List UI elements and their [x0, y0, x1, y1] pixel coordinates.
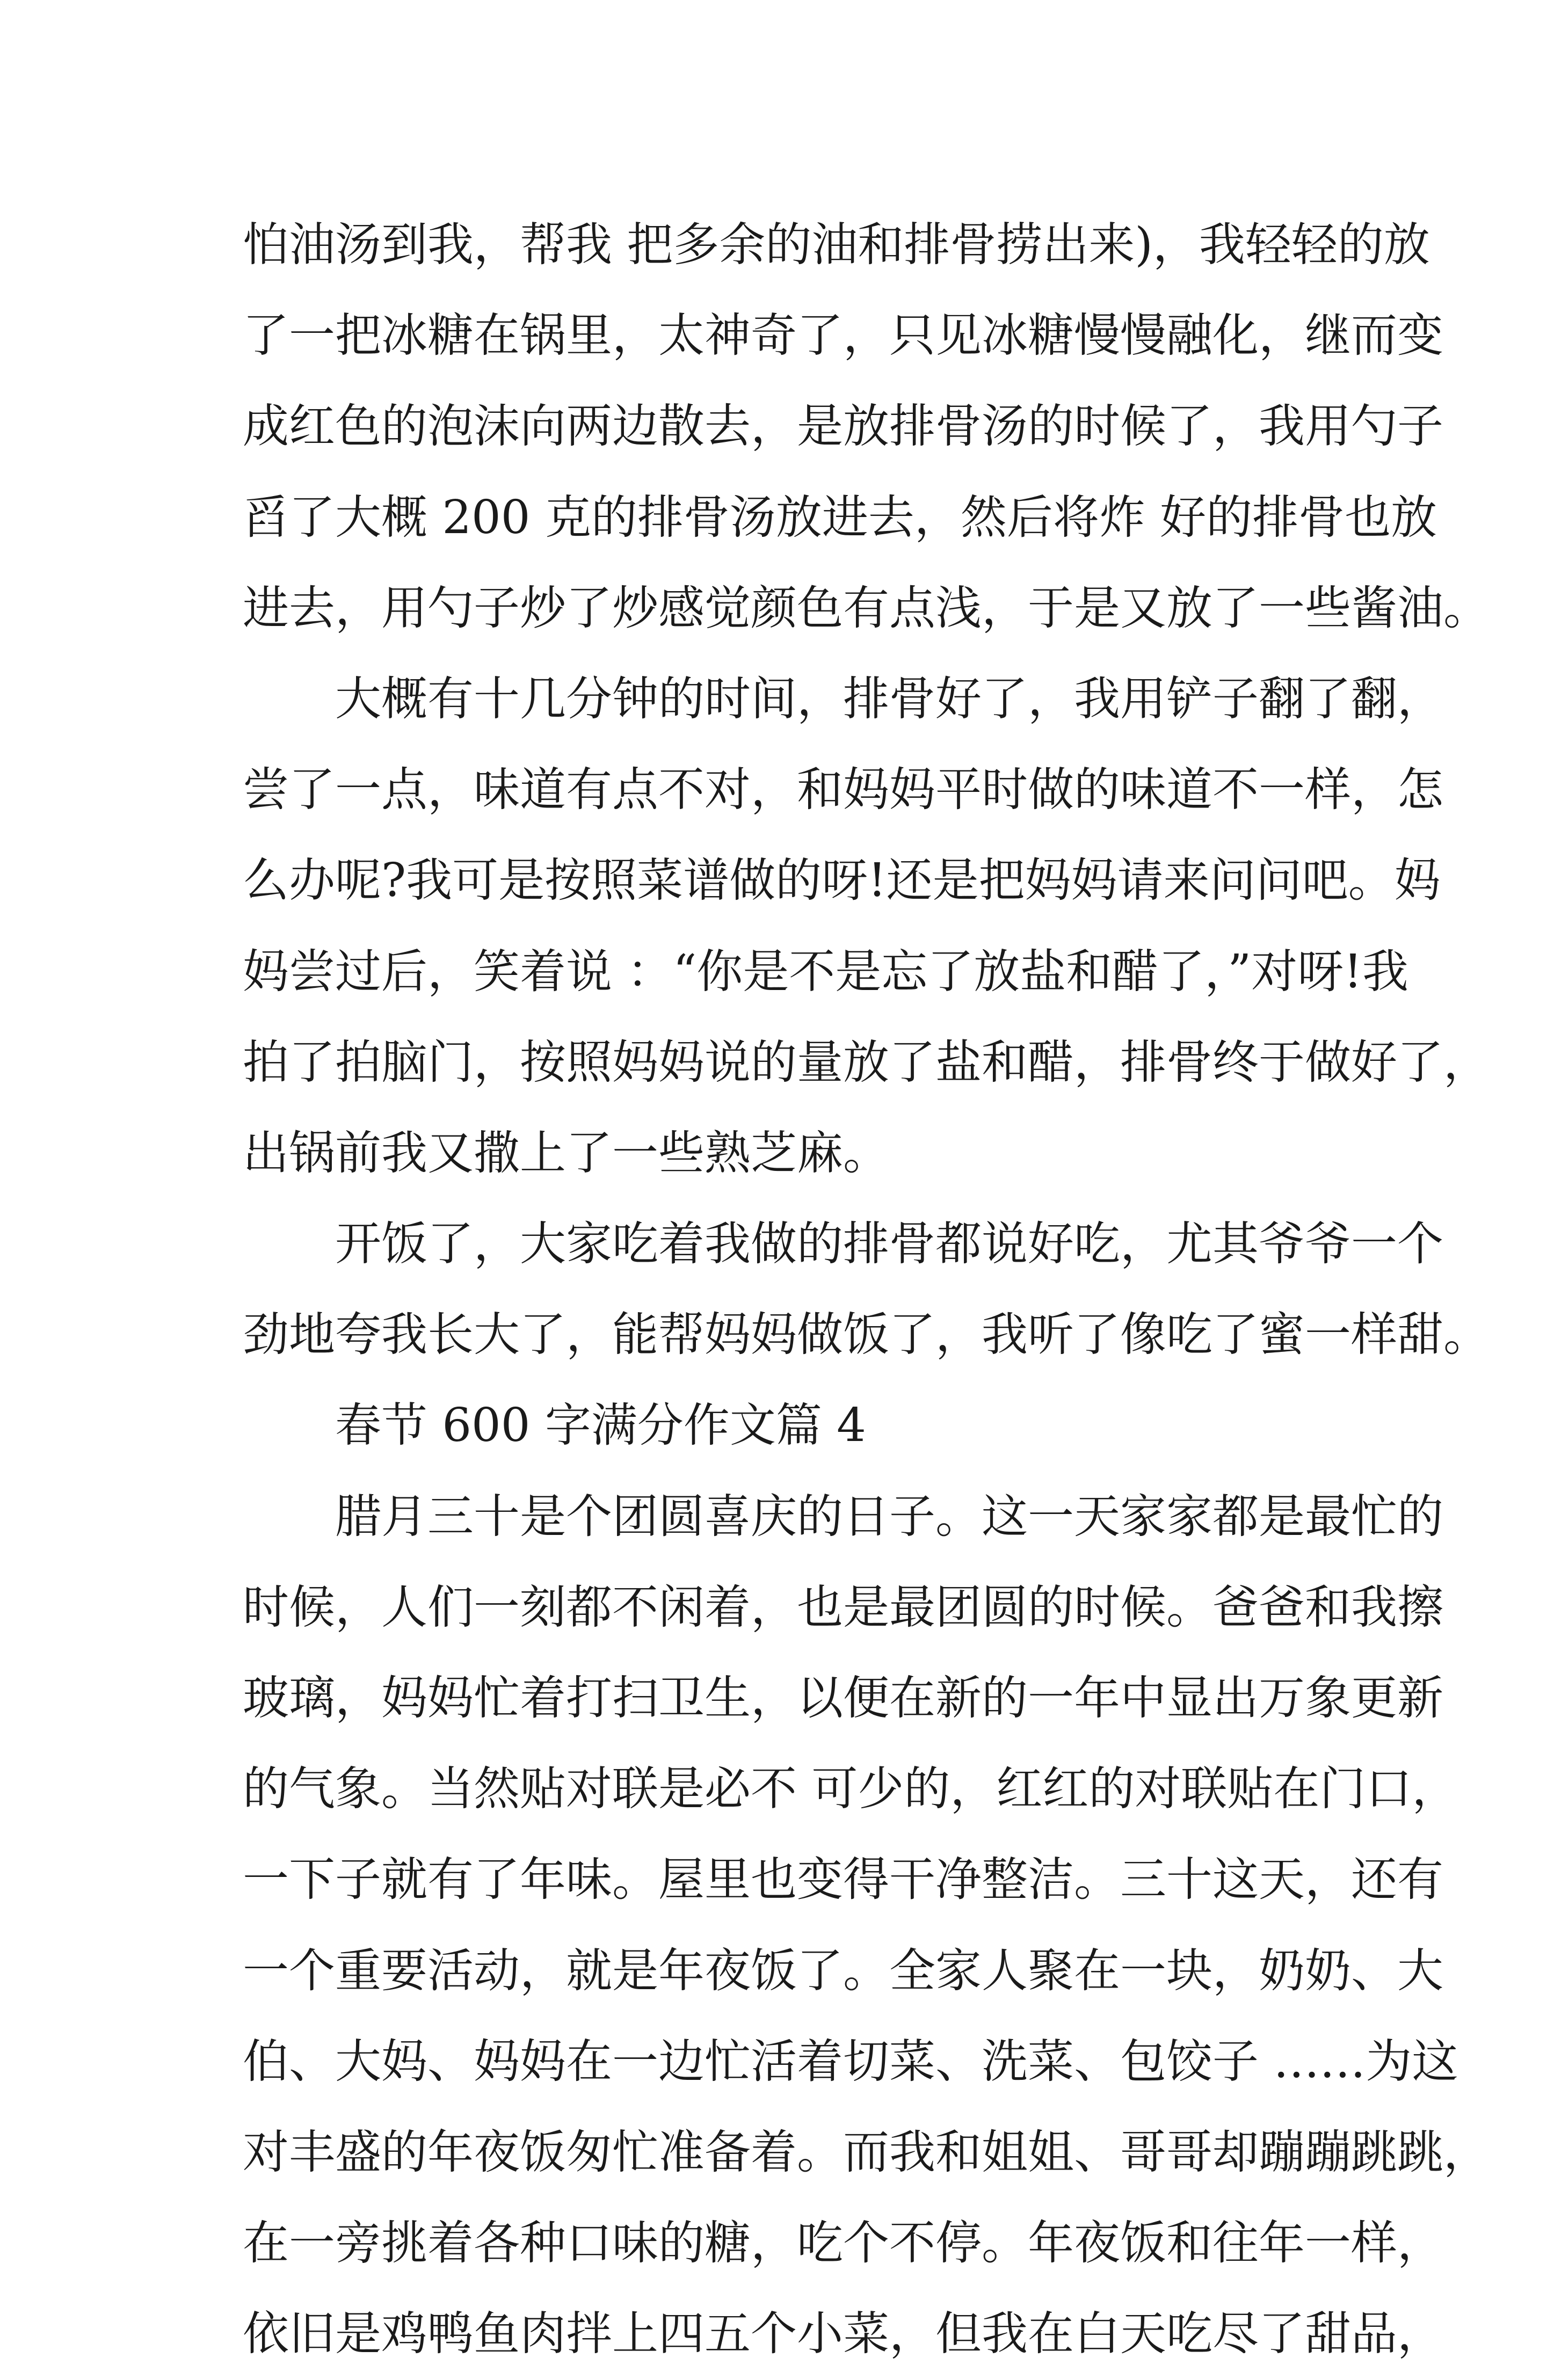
article-body: [243, 200, 1490, 2380]
paragraph-line: 进去，用勺子炒了炒感觉颜色有点浅，于是又放了一些酱油。: [243, 581, 1490, 635]
paragraph-line: 一个重要活动，就是年夜饭了。全家人聚在一块，奶奶、大: [243, 1944, 1443, 1998]
paragraph-line: 尝了一点，味道有点不对，和妈妈平时做的味道不一样，怎: [243, 763, 1443, 817]
paragraph-line: 依旧是鸡鸭鱼肉拌上四五个小菜，但我在白天吃尽了甜品，: [243, 2307, 1443, 2361]
paragraph-line: 一下子就有了年味。屋里也变得干净整洁。三十这天，还有: [243, 1853, 1443, 1907]
section-heading: 春节 600 字满分作文篇 4: [335, 1399, 866, 1453]
paragraph-line: 出锅前我又撒上了一些熟芝麻。: [243, 1126, 889, 1180]
paragraph-line: 腊月三十是个团圆喜庆的日子。这一天家家都是最忙的: [335, 1489, 1443, 1544]
paragraph-line: 对丰盛的年夜饭匆忙准备着。而我和姐姐、哥哥却蹦蹦跳跳，: [243, 2125, 1490, 2179]
paragraph-line: 妈尝过后，笑着说 ：“你是不是忘了放盐和醋了，”对呀!我: [243, 944, 1408, 999]
paragraph-line: 劲地夸我长大了，能帮妈妈做饭了，我听了像吃了蜜一样甜。: [243, 1308, 1490, 1362]
paragraph-line: 么办呢?我可是按照菜谱做的呀!还是把妈妈请来问问吧。妈: [243, 854, 1441, 908]
paragraph-line: 在一旁挑着各种口味的糖，吃个不停。年夜饭和往年一样，: [243, 2216, 1443, 2270]
paragraph-line: 拍了拍脑门，按照妈妈说的量放了盐和醋，排骨终于做好了，: [243, 1035, 1490, 1089]
paragraph-line: 的气象。当然贴对联是必不 可少的，红红的对联贴在门口，: [243, 1762, 1458, 1816]
paragraph-line: 怕油汤到我，帮我 把多余的油和排骨捞出来)，我轻轻的放: [243, 218, 1430, 272]
paragraph-line: 大概有十几分钟的时间，排骨好了，我用铲子翻了翻，: [335, 672, 1443, 726]
paragraph-line: 成红色的泡沫向两边散去，是放排骨汤的时候了，我用勺子: [243, 399, 1443, 454]
paragraph-line: 伯、大妈、妈妈在一边忙活着切菜、洗菜、包饺子 ……为这: [243, 2034, 1458, 2088]
paragraph-line: 玻璃，妈妈忙着打扫卫生，以便在新的一年中显出万象更新: [243, 1671, 1443, 1725]
paragraph-line: 开饭了，大家吃着我做的排骨都说好吃，尤其爷爷一个: [335, 1217, 1443, 1271]
paragraph-line: 时候，人们一刻都不闲着，也是最团圆的时候。爸爸和我擦: [243, 1580, 1443, 1634]
paragraph-line: 了一把冰糖在锅里，太神奇了，只见冰糖慢慢融化，继而变: [243, 309, 1443, 363]
paragraph-line: 舀了大概 200 克的排骨汤放进去，然后将炸 好的排骨也放: [243, 490, 1437, 544]
